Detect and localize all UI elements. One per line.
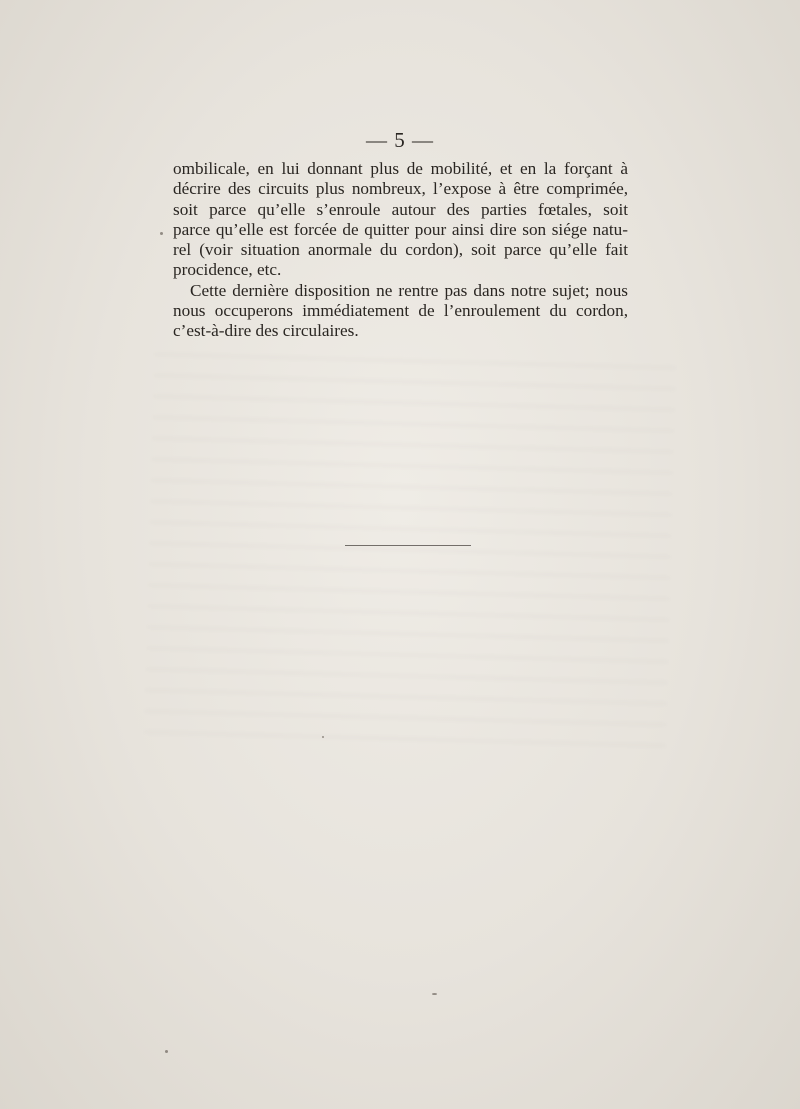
text-line: c’est-à-dire des circulaires. <box>173 321 359 341</box>
text-line: rel (voir situation anormale du cordon), soit parce qu’elle fait <box>173 240 628 260</box>
text-line: soit parce qu’elle s’enroule autour des parties fœtales, soit <box>173 199 628 219</box>
ink-speck <box>322 736 324 738</box>
page-number: — 5 — <box>366 128 434 152</box>
text-line: Cette dernière disposition ne rentre pas dans notre sujet; nous <box>190 280 628 300</box>
text-line: nous occuperons immédiatement de l’enroulement du cordon, <box>173 301 628 321</box>
ink-speck <box>432 993 437 995</box>
ink-speck <box>165 1050 168 1053</box>
section-divider <box>345 545 471 546</box>
text-line: ombilicale, en lui donnant plus de mobilité, et en la forçant à <box>173 159 628 178</box>
text-line: décrire des circuits plus nombreux, l’expose à être comprimée, <box>173 179 628 199</box>
body-text <box>173 159 628 342</box>
ink-speck <box>160 232 163 235</box>
text-line: parce qu’elle est forcée de quitter pour ainsi dire son siége natu- <box>173 219 628 239</box>
text-line: procidence, etc. <box>173 260 282 280</box>
bleed-through-text <box>145 353 675 746</box>
